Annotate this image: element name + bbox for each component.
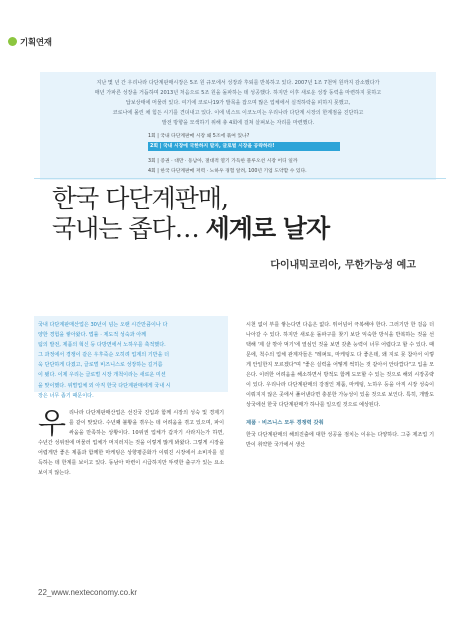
section-tag: 기획연재: [20, 38, 52, 48]
intro-line: 답보상태에 머물러 있다. 여기에 코로나19가 발목을 잡으며 많은 업체에서 실적하락을 피하지 못했고,: [125, 100, 351, 107]
section-marker-dot: [8, 37, 17, 46]
intro-line: 지난 몇 년 간 우리나라 다단계판매시장은 5조 원 규모에서 성장과 후퇴를 반복하고 있다. 2007년 1조 7천억 원까지 감소했다가: [96, 80, 380, 86]
title-divider: [34, 178, 446, 179]
article-title: [52, 184, 329, 244]
intro-line: 코로나에 몰린 채 힘든 시기를 견뎌내고 있다. 이에 넥스트 이코노미는 우리나라 다단계 시장의 한계점을 진단하고: [112, 110, 364, 117]
series-item: 4회 | 한국 다단계판매 저력 · 노하우 경험 알려, 100년 기업 도약할 수 있다.: [148, 169, 307, 175]
site-url: _www.nexteconomy.co.kr: [46, 588, 138, 597]
drop-cap: 우: [38, 406, 67, 440]
title-line-2: 국내는 좁다… 세계로 날자: [52, 214, 330, 243]
article-subtitle: 다이내믹코리아, 무한가능성 예고: [270, 260, 416, 271]
lead-line: 욱 단단하게 다졌고, 글로벌 비즈니스로 성장하는 길거름: [38, 362, 163, 369]
body-paragraph: 한국 다단계판매의 해외진출에 대한 성공을 점치는 이유는 다양하다. 그중 제조업 기반이 취약한 국가에서 생산: [246, 432, 434, 448]
series-item: 1회 | 국내 다단계판매 시장 왜 5조에 묶여 있나?: [148, 134, 250, 139]
lead-line: 팀의 발전, 제품의 혁신 등 다방면에서 노하우를 축적했다.: [38, 342, 166, 349]
body-paragraph: 리나라 다단계판매산업은 선진국 진입과 함께 시장의 성숙 및 경제기를 같이 맞았다. 수년째 불황을 겪우는 데 어려움을 겪고 있으며, 파이싸움을 만족하는 상황이다. 10위권 업체가 갑자기 사라지는가 하면, 수년간 성위권에 머물러 업체가 머지러지는 것을 이렇게 많게 봐왔다. 그렇게 시장을 어렵게만 좋은 제품과 함께한 마케팅은 상향평준화가 이뤄진 시장에서 소비자를 설득하는 데 한계를 보이고 있다. 동남아 마련이 시급하지만 뚜렷한 출구가 있는 요소 보이지 않는다.: [38, 410, 224, 476]
page-number: 22: [38, 588, 47, 597]
series-item-highlighted: 2회 | 국내 시장에 국한하지 말자, 글로벌 시장을 공략하라!: [148, 142, 438, 156]
title-emphasis: 세계로 날자: [205, 214, 330, 243]
lead-line: 을 맞이했다. 위벌업체 외 아직 한국 다단계판매에게 국내 시: [38, 382, 171, 389]
page-footer: [38, 588, 137, 597]
section-subhead: 제품 · 비즈니스 모두 경쟁력 갖춰: [246, 420, 324, 426]
intro-line: 매년 가파른 성장을 거듭하며 2013년 처음으로 5조 원을 돌파하는 데 성공했다. 하지만 이후 새로운 성장 동력을 마련하지 못하고: [94, 90, 382, 97]
lead-line: 장은 너무 좁기 때문이다.: [38, 392, 94, 399]
body-paragraph: 시천 없이 부를 쌓는다면 다음은 없다. 뛰어넘어 극복해야 한다. 그러기만 한 걸음 더 나아갈 수 있다. 하지만 새로운 돌파구를 찾기 보단 익숙한 방식을 반복하는 것을 선택해 '제 살 깎아 먹기'에 열심인 것을 보면 갖춘 능력이 너무 어렵다고 할 수 있다. 때문에, 척수의 업체 관계자들은 "레퍼토, 마케팅도 다 좋은데, 왜 지로 못 참아서 이렇게 안일한지 모르겠다"며 "좋은 실력을 어떻게 썩히는 것 같아서 안타깝다"고 입을 모은다. 이러한 어려움을 해소하면서 방적도 함께 도모할 수 있는 것으로 해외 시장공략이 있다. 우리나라 다단계판매의 강점인 제품, 마케팅, 노하우 등을 아직 시장 성숙이 이뤄지지 않은 곳에서 풀어낸다면 충분한 가능성이 있을 것으로 보인다. 특히, 개발도상국에선 한국 다단계판매가 하나를 일으킬 것으로 예상된다.: [246, 322, 434, 408]
intro-paragraphs: [52, 78, 424, 128]
intro-line: 발전 방향을 모색하기 위해 총 4회에 걸쳐 살펴보는 자리를 마련했다.: [161, 120, 315, 127]
series-item: 3회 | 증권 · 대만 · 동남아, 절대적 열기 가득한 블루오션 시장 어디 일까: [148, 158, 298, 164]
lead-line: 국내 다단계판매산업은 30년이 넘는 오랜 시간만큼이나 다: [38, 322, 168, 328]
lead-line: 양한 경험을 쌓아왔다. 법률 · 제도적 성숙과 아께: [38, 332, 147, 339]
body-column-left: [38, 408, 224, 478]
body-column-right: [246, 320, 434, 450]
series-list: [148, 132, 438, 178]
lead-text: [38, 320, 224, 401]
lead-line: 그 과정에서 경쟁이 같은 우후죽순 오히려 업계의 기반을 더: [38, 352, 170, 359]
lead-line: 이 됐다. 이제 우리는 글로벌 시장 개척이라는 새로운 미션: [38, 372, 166, 379]
title-line-1: 한국 다단계판매,: [52, 184, 228, 213]
